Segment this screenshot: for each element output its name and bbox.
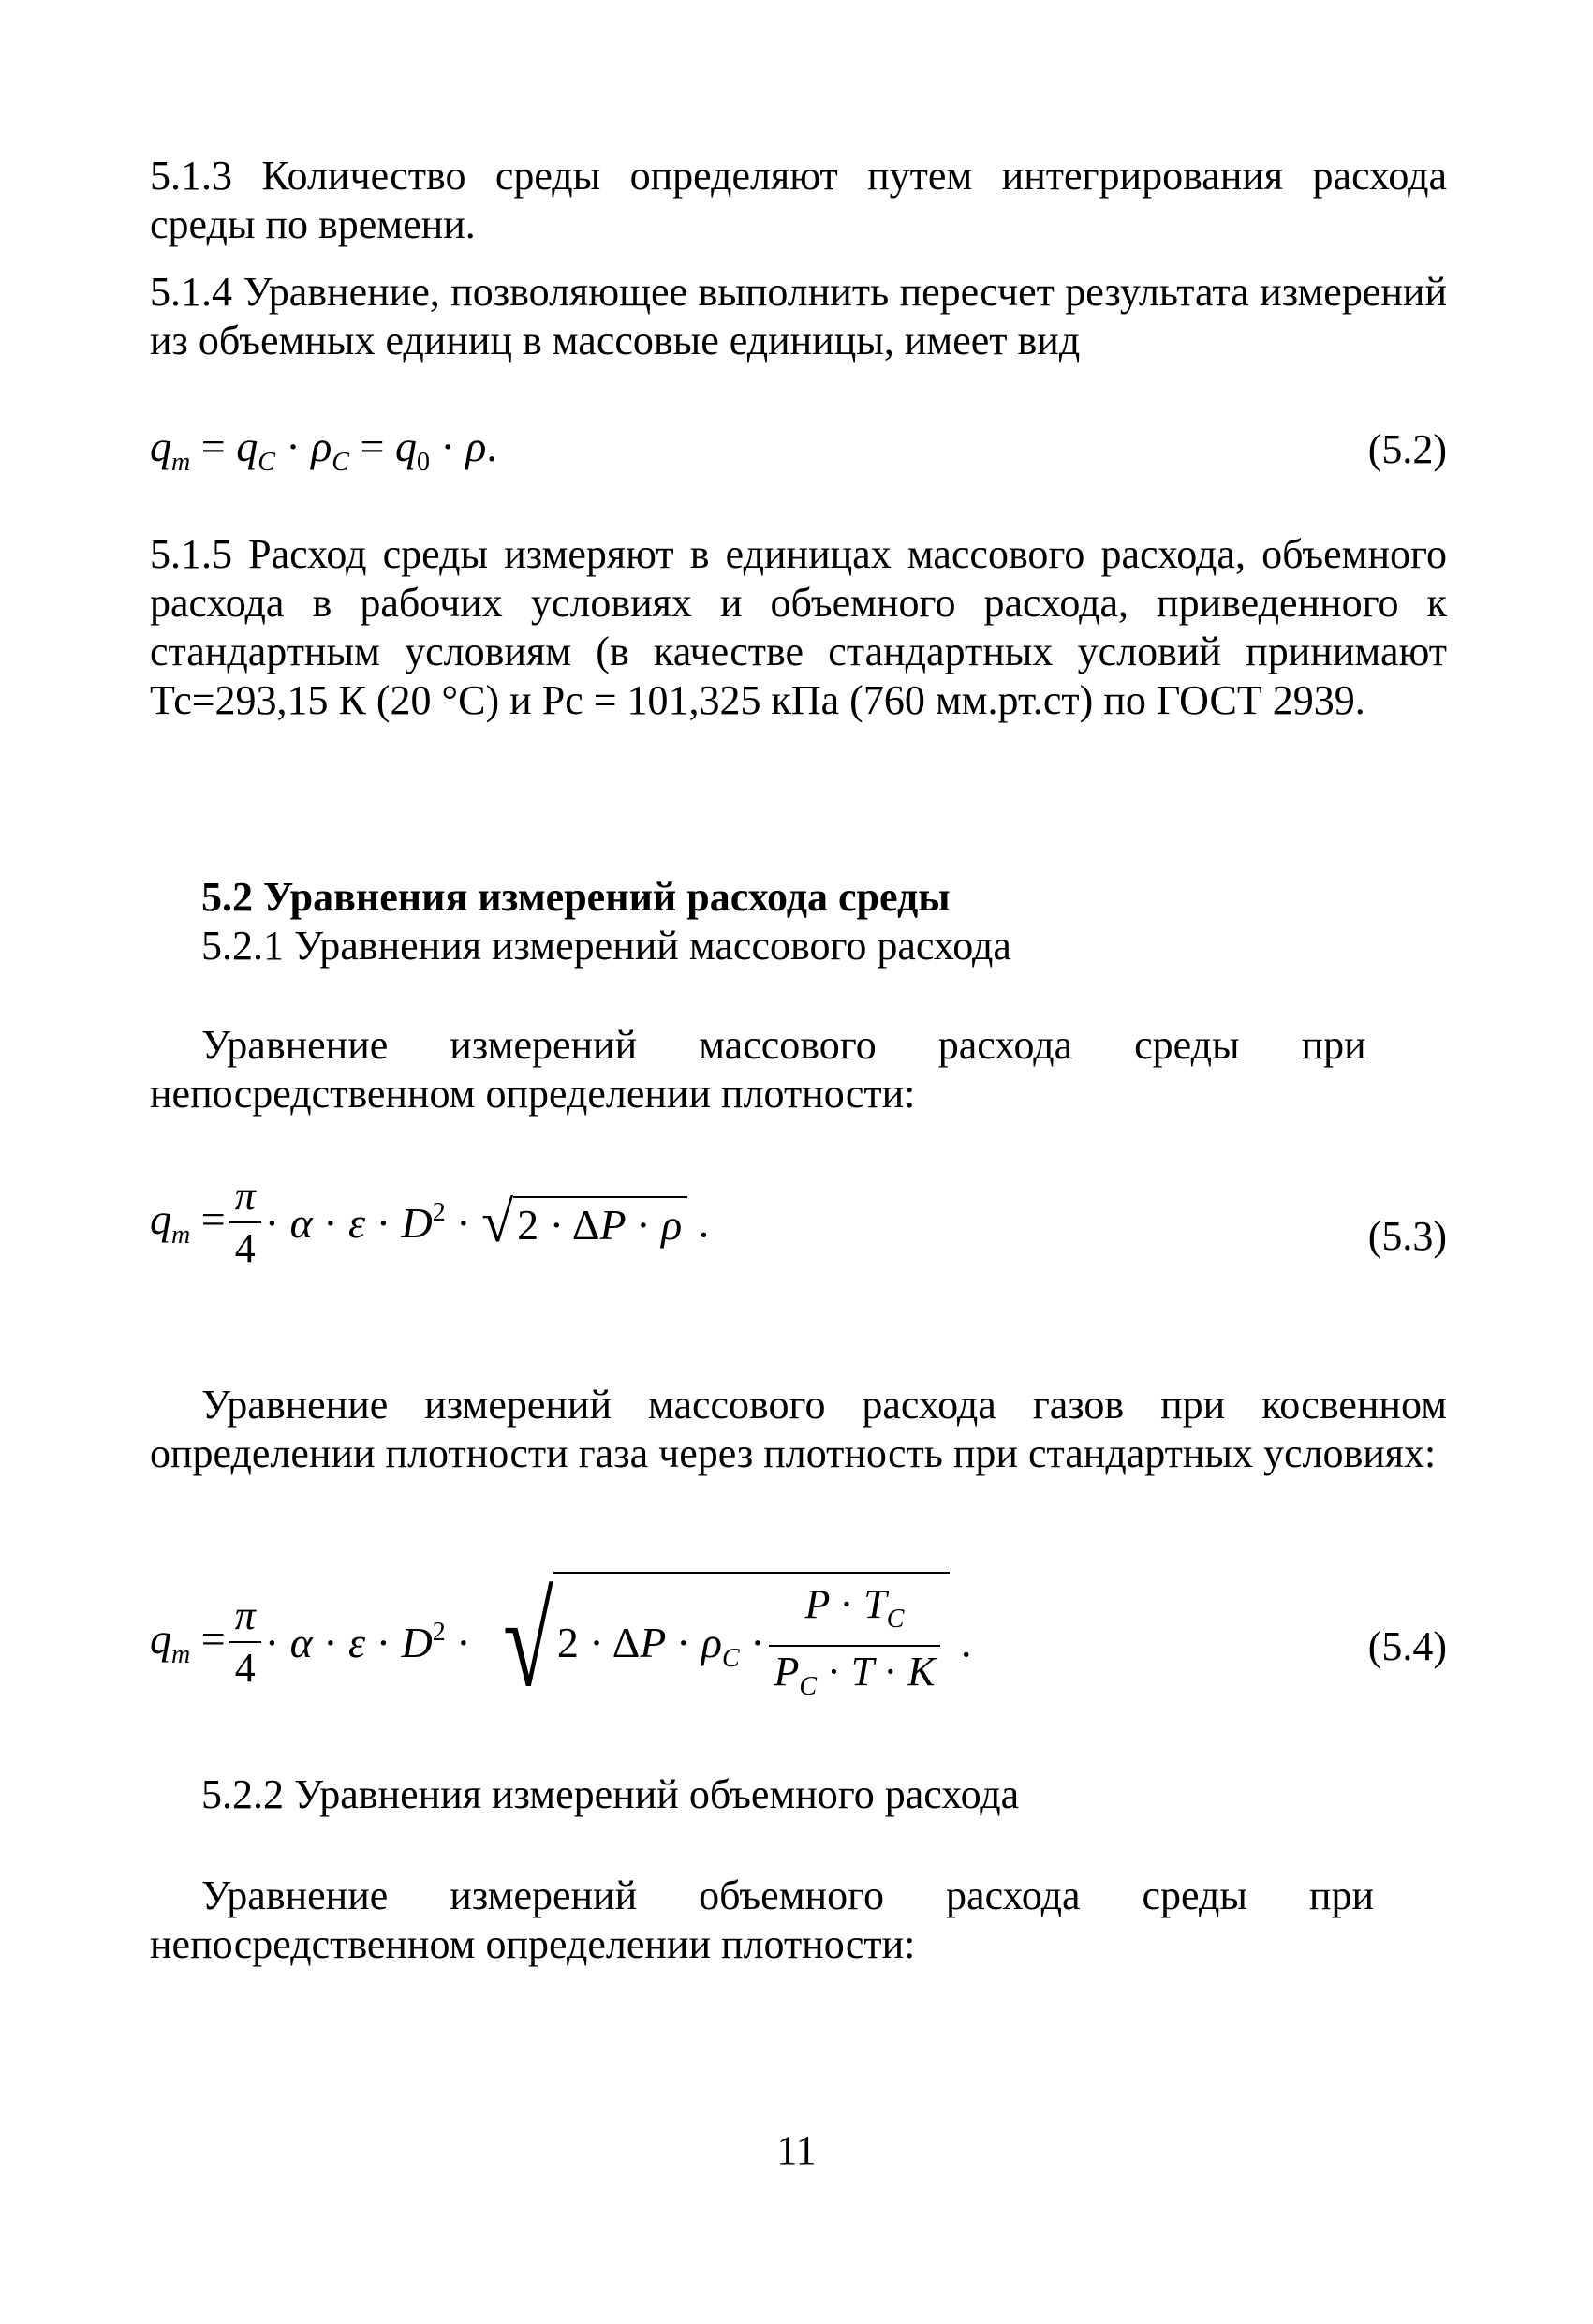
equation-5-2 [150,418,1447,530]
fraction-pi-over-4: $\frac{\pi}{4}$ [229,1171,261,1274]
equation-5-3 [150,1171,1447,1302]
fraction-pi-over-4: $\frac{\pi}{4}$ [229,1591,261,1694]
equation-5-4-number: (5.4) [1367,1623,1447,1669]
equation-5-2-number: (5.2) [1367,426,1447,472]
paragraph-5-1-5: 5.1.5 Расход среды измеряют в единицах массового расхода, объемного расхода в рабочих условиях и объемного расхода, приведенного к стандартным условиям (в качестве стандартных условий принимают Тс=293,15 К (20 °С) и Рс = 101,325 кПа (760 мм.рт.ст) по ГОСТ 2939. [150,531,1447,723]
square-root: √2 · ΔP · ρ [481,1190,687,1256]
subsection-heading-5-2-1: 5.2.1 Уравнения измерений массового расхода [201,923,1011,969]
mass-direct-intro-line2: непосредственном определении плотности: [150,1071,916,1117]
paragraph-5-1-4: 5.1.4 Уравнение, позволяющее выполнить пересчет результата измерений из объемных единиц в массовые единицы, имеет вид [150,269,1447,363]
paragraph-5-1-3: 5.1.3 Количество среды определяют путем интегрирования расхода среды по времени. [150,153,1447,247]
volume-direct-intro-line1: Уравнение измерений объемного расхода среды при [201,1873,1375,1918]
fraction-pressure-temperature: $\frac{P \cdot T_C}{P_C \cdot T \cdot K}$ [769,1579,941,1712]
paragraph-mass-indirect: Уравнение измерений массового расхода газов при косвенном определении плотности газа через плотность при стандартных условиях: [150,1382,1447,1476]
volume-direct-intro-line2: непосредственном определении плотности: [150,1921,916,1967]
page-number: 11 [776,2127,817,2173]
square-root: $√2 \cdot \Delta P \cdot \rho_C$ · $\frac{P \cdot T_C}{P_C \cdot T \cdot K}$ [481,1572,950,1712]
equation-5-4 [150,1569,1447,1722]
equation-5-3-formula: $q_m$ = $\frac{\pi}{4}$ · $\alpha \cdot \varepsilon \cdot D^2 \cdot √2 \cdot \Delta P \cdot \rho$ . [150,1171,709,1274]
mass-direct-intro-line1: Уравнение измерений массового расхода среды при [201,1022,1366,1068]
equation-5-2-formula: $q_m = q_C \cdot \rho_C = q_0 \cdot \rho$. [150,422,497,477]
section-heading-5-2: 5.2 Уравнения измерений расхода среды [201,874,951,920]
subsection-heading-5-2-2: 5.2.2 Уравнения измерений объемного расхода [201,1771,1020,1817]
equation-5-4-formula: $q_m$ = $\frac{\pi}{4}$ · $\alpha \cdot \varepsilon \cdot D^2 \cdot √2 \cdot \Delta P \cdot \rho_C$ · $\frac{P \cdot T_C}{P_C \cdot T \cdot K}$ . [150,1569,972,1714]
equation-5-3-number: (5.3) [1367,1213,1447,1259]
